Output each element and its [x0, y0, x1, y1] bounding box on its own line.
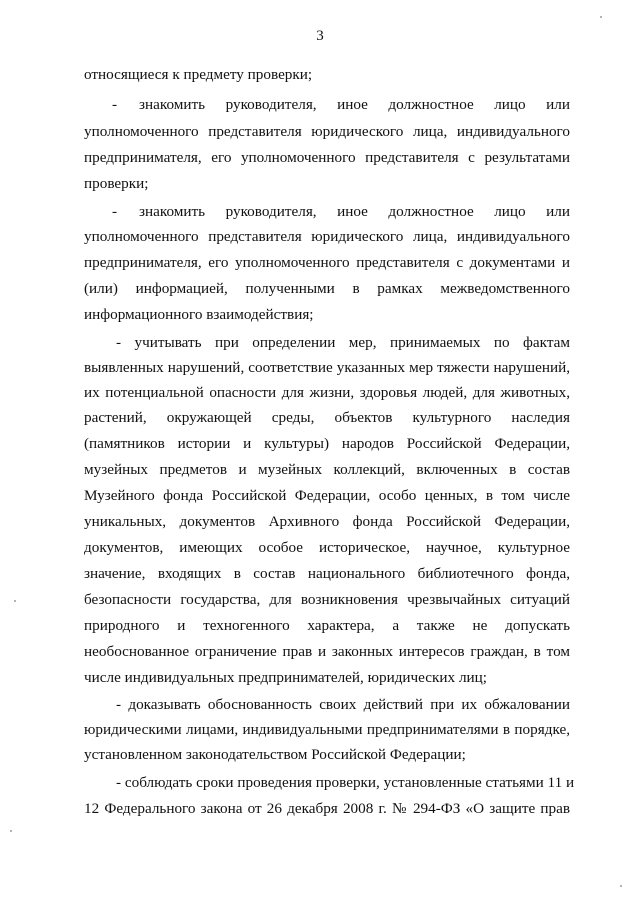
- text-line: - учитывать при определении мер, принимаемых по фактам: [116, 334, 570, 351]
- page-number: 3: [316, 28, 324, 44]
- text-line: - доказывать обоснованность своих действий при их обжаловании: [116, 696, 570, 713]
- text-line: числе индивидуальных предпринимателей, юридических лиц;: [84, 669, 487, 686]
- text-line: уполномоченного представителя юридического лица, индивидуального: [84, 123, 570, 140]
- text-line: - соблюдать сроки проведения проверки, установленные статьями 11 и: [116, 774, 575, 791]
- text-line: значение, входящих в состав национального библиотечного фонда,: [84, 565, 570, 582]
- text-line: документов, имеющих особое историческое, научное, культурное: [84, 539, 570, 556]
- text-line: относящиеся к предмету проверки;: [84, 66, 313, 83]
- text-line: (памятников истории и культуры) народов Российской Федерации,: [84, 435, 570, 452]
- scan-speck: [600, 16, 602, 18]
- text-line: информационного взаимодействия;: [84, 306, 314, 323]
- text-line: безопасности государства, для возникновения чрезвычайных ситуаций: [84, 591, 570, 608]
- text-line: знакомить руководителя, иное должностное лицо или: [139, 96, 570, 113]
- bullet-dash: -: [112, 96, 118, 113]
- text-line: выявленных нарушений, соответствие указанных мер тяжести нарушений,: [84, 359, 570, 376]
- text-line: музейных предметов и музейных коллекций, включенных в состав: [84, 461, 570, 478]
- scan-speck: [14, 600, 16, 602]
- text-line: 12 Федерального закона от 26 декабря 2008 г. № 294-ФЗ «О защите прав: [84, 800, 570, 817]
- scan-speck: [620, 885, 622, 887]
- text-line: проверки;: [84, 175, 149, 192]
- text-line: предпринимателя, его уполномоченного представителя с результатами: [84, 149, 570, 166]
- text-line: предпринимателя, его уполномоченного представителя с документами и: [84, 254, 570, 271]
- text-line: растений, окружающей среды, объектов культурного наследия: [84, 409, 570, 426]
- text-line: необоснованное ограничение прав и законных интересов граждан, в том: [84, 643, 570, 660]
- text-line: их потенциальной опасности для жизни, здоровья людей, для животных,: [84, 384, 570, 401]
- text-line: знакомить руководителя, иное должностное лицо или: [139, 203, 570, 220]
- text-line: Музейного фонда Российской Федерации, особо ценных, в том числе: [84, 487, 570, 504]
- bullet-dash: -: [112, 203, 118, 220]
- text-line: установленном законодательством Российской Федерации;: [84, 746, 466, 763]
- text-line: уполномоченного представителя юридического лица, индивидуального: [84, 228, 570, 245]
- text-line: природного и техногенного характера, а также не допускать: [84, 617, 570, 634]
- text-line: уникальных, документов Архивного фонда Российской Федерации,: [84, 513, 570, 530]
- text-line: (или) информацией, полученными в рамках межведомственного: [84, 280, 570, 297]
- scan-speck: [10, 830, 12, 832]
- text-line: юридическими лицами, индивидуальными предпринимателями в порядке,: [84, 721, 570, 738]
